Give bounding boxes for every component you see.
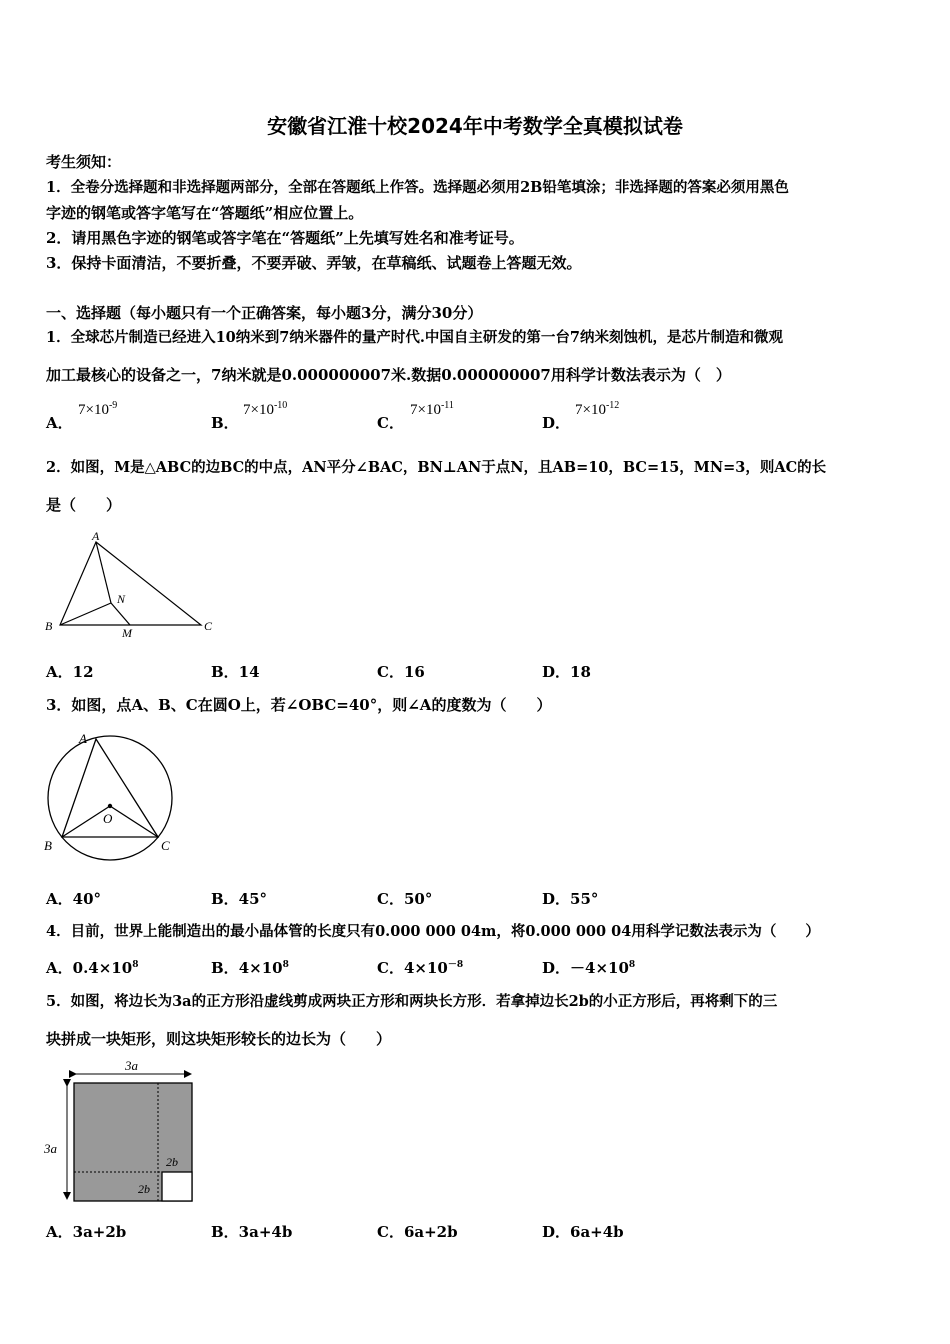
page-title: 安徽省江淮十校2024年中考数学全真模拟试卷	[267, 114, 683, 138]
label-2b-bottom: 2b	[138, 1182, 150, 1196]
circle-o	[48, 736, 172, 860]
q3-circle-figure	[40, 726, 185, 861]
label-top-3a: 3a	[125, 1058, 138, 1073]
q1-line-2: 加工最核心的设备之一，7纳米就是0.000000007米.数据0.000000007用科学计数法表示为（ ）	[46, 366, 731, 384]
label-c: C	[161, 838, 170, 853]
label-m: M	[122, 626, 132, 640]
q1-option-d-label: D．	[542, 414, 571, 432]
label-b: B	[44, 838, 52, 853]
q1-option-b-label: B．	[211, 414, 239, 432]
q5-option-c: C．6a+2b	[377, 1223, 458, 1241]
small-square-removed	[162, 1172, 192, 1201]
label-n: N	[117, 592, 126, 606]
notice-line-3: 3．保持卡面清洁，不要折叠，不要弄破、弄皱，在草稿纸、试题卷上答题无效。	[46, 254, 582, 272]
q2-option-b: B．14	[211, 663, 260, 681]
label-o: O	[103, 811, 113, 826]
q1-option-d-value: $7\times 10^{-12}$	[575, 400, 620, 418]
q3-option-c: C．50°	[377, 890, 433, 908]
q1-option-b-value: $7\times 10^{-10}$	[243, 400, 288, 418]
q2-option-d: D．18	[542, 663, 591, 681]
q2-line-1: 2．如图，M是△ABC的边BC的中点，AN平分∠BAC，BN⊥AN于点N，且AB=10，BC=15，MN=3，则AC的长	[46, 459, 827, 476]
notice-line-1b: 字迹的钢笔或答字笔写在“答题纸”相应位置上。	[46, 204, 364, 222]
segment-an	[96, 542, 111, 603]
label-a: A	[92, 529, 100, 543]
q4-option-c: C．$4\times 10^{-8}$	[377, 959, 464, 977]
q2-triangle-figure	[40, 528, 220, 643]
q1-option-a-value: $7\times 10^{-9}$	[78, 400, 118, 418]
label-b: B	[45, 619, 53, 633]
q2-option-c: C．16	[377, 663, 425, 681]
q5-option-a: A．3a+2b	[46, 1223, 127, 1241]
q4-option-d: D．$-4\times 10^8$	[542, 959, 636, 977]
q2-line-2: 是（ ）	[46, 496, 122, 514]
q4-option-b: B．$4\times 10^8$	[211, 959, 289, 977]
q3-line-1: 3．如图，点A、B、C在圆O上，若∠OBC=40°，则∠A的度数为（ ）	[46, 696, 552, 714]
q4-line-1: 4．目前，世界上能制造出的最小晶体管的长度只有0.000 000 04m，将0.000 000 04用科学记数法表示为（ ）	[46, 923, 820, 940]
segment-oc	[110, 806, 158, 837]
center-dot	[108, 804, 112, 808]
triangle-abc	[60, 542, 201, 625]
q3-option-b: B．45°	[211, 890, 268, 908]
q1-line-1: 1．全球芯片制造已经进入10纳米到7纳米器件的量产时代.中国自主研发的第一台7纳米刻蚀机，是芯片制造和微观	[46, 329, 783, 346]
notice-heading: 考生须知：	[46, 153, 122, 171]
section-heading: 一、选择题（每小题只有一个正确答案，每小题3分，满分30分）	[46, 304, 483, 322]
label-left-3a: 3a	[44, 1141, 57, 1156]
notice-line-1a: 1．全卷分选择题和非选择题两部分，全部在答题纸上作答。选择题必须用2B铅笔填涂；非选择题的答案必须用黑色	[46, 179, 789, 196]
notice-line-2: 2．请用黑色字迹的钢笔或答字笔在“答题纸”上先填写姓名和准考证号。	[46, 229, 524, 247]
q3-option-d: D．55°	[542, 890, 599, 908]
q5-line-1: 5．如图，将边长为3a的正方形沿虚线剪成两块正方形和两块长方形．若拿掉边长2b的小正方形后，再将剩下的三	[46, 993, 778, 1010]
label-2b-right: 2b	[166, 1155, 178, 1169]
q4-option-a: A．$0.4\times 10^8$	[46, 959, 139, 977]
q2-option-a: A．12	[46, 663, 94, 681]
q1-option-c-value: $7\times 10^{-11}$	[410, 400, 454, 418]
label-a: A	[79, 731, 87, 746]
q5-option-b: B．3a+4b	[211, 1223, 293, 1241]
q5-square-figure	[40, 1056, 210, 1206]
q5-option-d: D．6a+4b	[542, 1223, 624, 1241]
label-c: C	[204, 619, 213, 633]
q1-option-a-label: A．	[46, 414, 73, 432]
q5-line-2: 块拼成一块矩形，则这块矩形较长的边长为（ ）	[46, 1030, 392, 1048]
q1-option-c-label: C．	[377, 414, 404, 432]
segment-nm	[111, 603, 130, 625]
q3-option-a: A．40°	[46, 890, 102, 908]
